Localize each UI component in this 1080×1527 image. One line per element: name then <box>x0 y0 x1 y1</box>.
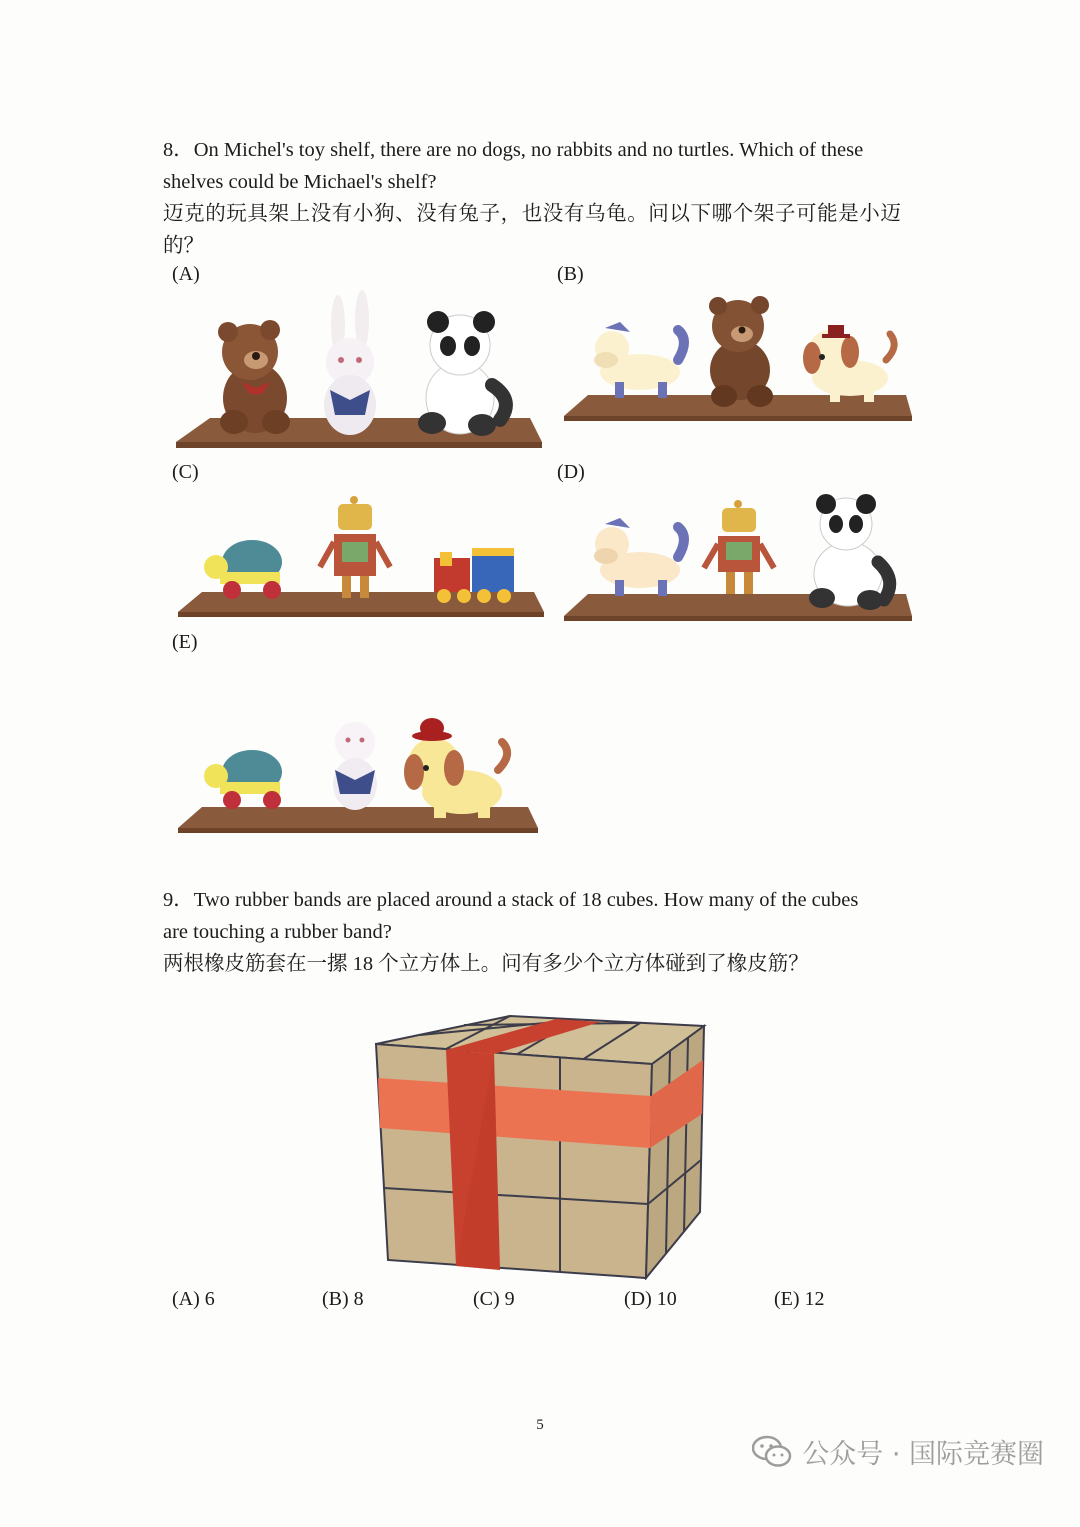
rabbit-toy <box>324 290 376 435</box>
shelf-b-image <box>560 290 920 430</box>
shelf-d-image <box>560 492 920 624</box>
answer-a: (A) 6 <box>172 1288 215 1310</box>
page-number: 5 <box>536 1417 544 1433</box>
turtle-toy <box>204 540 282 599</box>
option-e-label: (E) <box>172 631 198 653</box>
option-d-label: (D) <box>557 461 585 483</box>
wechat-icon <box>752 1434 792 1470</box>
shelf-a-image <box>170 290 550 455</box>
q8-english-line-2: shelves could be Michael's shelf? <box>163 171 437 193</box>
answer-e: (E) 12 <box>774 1288 825 1310</box>
shelf-c-image <box>172 492 550 622</box>
rabbit-toy <box>333 722 377 810</box>
turtle-toy <box>204 750 282 809</box>
panda-toy <box>418 311 506 436</box>
option-a-label: (A) <box>172 263 200 285</box>
dog-toy <box>803 325 894 402</box>
q8-english-line-1: 8．On Michel's toy shelf, there are no dogs, no rabbits and no turtles. Which of these <box>163 139 864 161</box>
q9-english-line-2: are touching a rubber band? <box>163 921 392 943</box>
question-8-text <box>163 134 923 262</box>
teddy-bear-toy <box>218 320 290 434</box>
answer-b: (B) 8 <box>322 1288 364 1310</box>
watermark-text: 公众号 · 国际竞赛圈 <box>802 1439 1044 1470</box>
question-9-text <box>163 884 923 980</box>
cube-stack-image <box>370 1008 710 1280</box>
q8-chinese-line-2: 的？ <box>163 235 204 257</box>
panda-toy <box>809 494 890 610</box>
option-b-label: (B) <box>557 263 584 285</box>
teddy-bear-toy <box>709 296 773 407</box>
robot-toy <box>704 500 774 594</box>
robot-toy <box>320 496 390 598</box>
answer-d: (D) 10 <box>624 1288 677 1310</box>
horse-toy <box>594 322 684 398</box>
answer-c: (C) 9 <box>473 1288 515 1310</box>
shelf-e-image <box>172 712 544 838</box>
dog-toy <box>404 718 507 818</box>
watermark <box>752 1432 1044 1471</box>
q9-english-line-1: 9．Two rubber bands are placed around a stack of 18 cubes. How many of the cubes <box>163 889 859 911</box>
option-c-label: (C) <box>172 461 199 483</box>
q8-chinese-line-1: 迈克的玩具架上没有小狗、没有兔子，也没有乌龟。问以下哪个架子可能是小迈 <box>163 203 902 225</box>
box-front-face <box>376 1044 652 1278</box>
q9-chinese-line-1: 两根橡皮筋套在一摞 18 个立方体上。问有多少个立方体碰到了橡皮筋？ <box>163 953 809 975</box>
horse-toy <box>594 518 684 596</box>
